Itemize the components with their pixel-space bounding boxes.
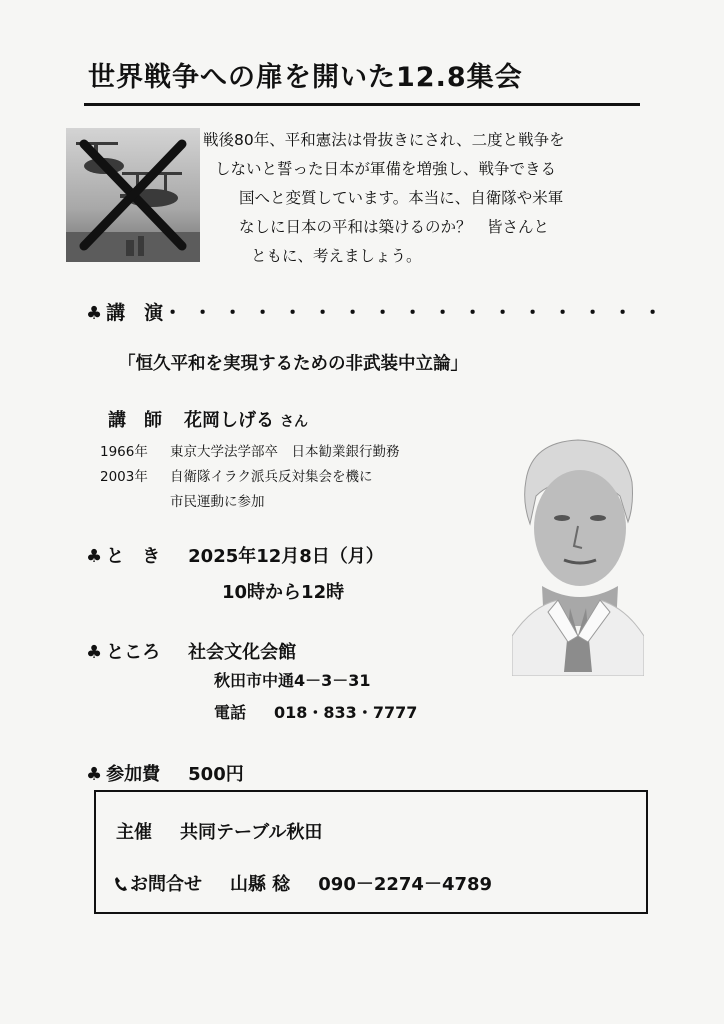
bio-text: 市民運動に参加 [170, 494, 265, 510]
bio-year: 1966年 [100, 444, 148, 460]
fee-row [86, 760, 244, 786]
intro-line: 国へと変質しています。本当に、自衛隊や米軍 [239, 189, 564, 207]
fee-amount: 500円 [188, 764, 244, 785]
contact-phone: 090－2274－4789 [318, 874, 493, 895]
bio-row [100, 490, 500, 515]
bio-row [100, 465, 500, 490]
venue-phone-label: 電話 [214, 703, 247, 722]
bio-row [100, 440, 500, 465]
club-icon: ♣ [86, 764, 103, 785]
lecturer-label: 講 師 [108, 410, 162, 431]
organizer-label: 主催 [116, 822, 152, 843]
club-icon: ♣ [86, 642, 103, 663]
club-icon: ♣ [86, 303, 103, 324]
lecturer-portrait [512, 436, 644, 676]
venue-address: 秋田市中通4－3－31 [214, 671, 371, 690]
contact-person: 山縣 稔 [230, 874, 291, 895]
lecture-heading [86, 298, 673, 325]
fee-label: 参加費 [106, 764, 161, 785]
contact-line [114, 870, 492, 897]
crossed-helicopter-image [66, 128, 200, 262]
intro-line: ともに、考えましょう。 [251, 247, 422, 265]
helicopter-photo-crossed [66, 128, 200, 262]
venue-phone: 018・833・7777 [274, 703, 418, 722]
event-date: 2025年12月8日（月） [188, 546, 384, 567]
bio-text: 東京大学法学部卒 日本勧業銀行勤務 [170, 444, 400, 460]
bio-year: 2003年 [100, 469, 148, 485]
intro-line: なしに日本の平和は築けるのか？ 皆さんと [239, 218, 550, 236]
lecturer-honorific: さん [280, 414, 308, 430]
lecture-dots: ・・・・・・・・・・・・・・・・・ [163, 302, 674, 324]
phone-icon [114, 876, 128, 897]
intro-text [203, 126, 663, 271]
lecture-label: 講 演 [106, 302, 164, 324]
lecturer-bio [100, 440, 500, 515]
lecturer-line [108, 406, 308, 432]
organizer-name: 共同テーブル秋田 [180, 822, 323, 843]
lecturer-name: 花岡しげる [184, 410, 274, 431]
organizer-line [116, 818, 322, 844]
venue-phone-line [214, 700, 417, 723]
intro-line: しないと誓った日本が軍備を増強し、戦争できる [215, 160, 557, 178]
when-row [86, 542, 384, 568]
portrait-image [512, 436, 644, 676]
where-row [86, 638, 296, 664]
intro-line: 戦後80年、平和憲法は骨抜きにされ、二度と戦争を [203, 131, 565, 149]
when-label: と き [106, 546, 161, 567]
venue-name: 社会文化会館 [188, 642, 297, 663]
contact-label: お問合せ [130, 874, 202, 895]
title-underline [84, 103, 640, 106]
where-label: ところ [106, 642, 161, 663]
bio-text: 自衛隊イラク派兵反対集会を機に [170, 469, 373, 485]
club-icon: ♣ [86, 546, 103, 567]
event-time: 10時から12時 [222, 582, 345, 603]
flyer-title: 世界戦争への扉を開いた12.8集会 [88, 62, 523, 93]
lecture-title: 「恒久平和を実現するための非武装中立論」 [118, 354, 468, 374]
